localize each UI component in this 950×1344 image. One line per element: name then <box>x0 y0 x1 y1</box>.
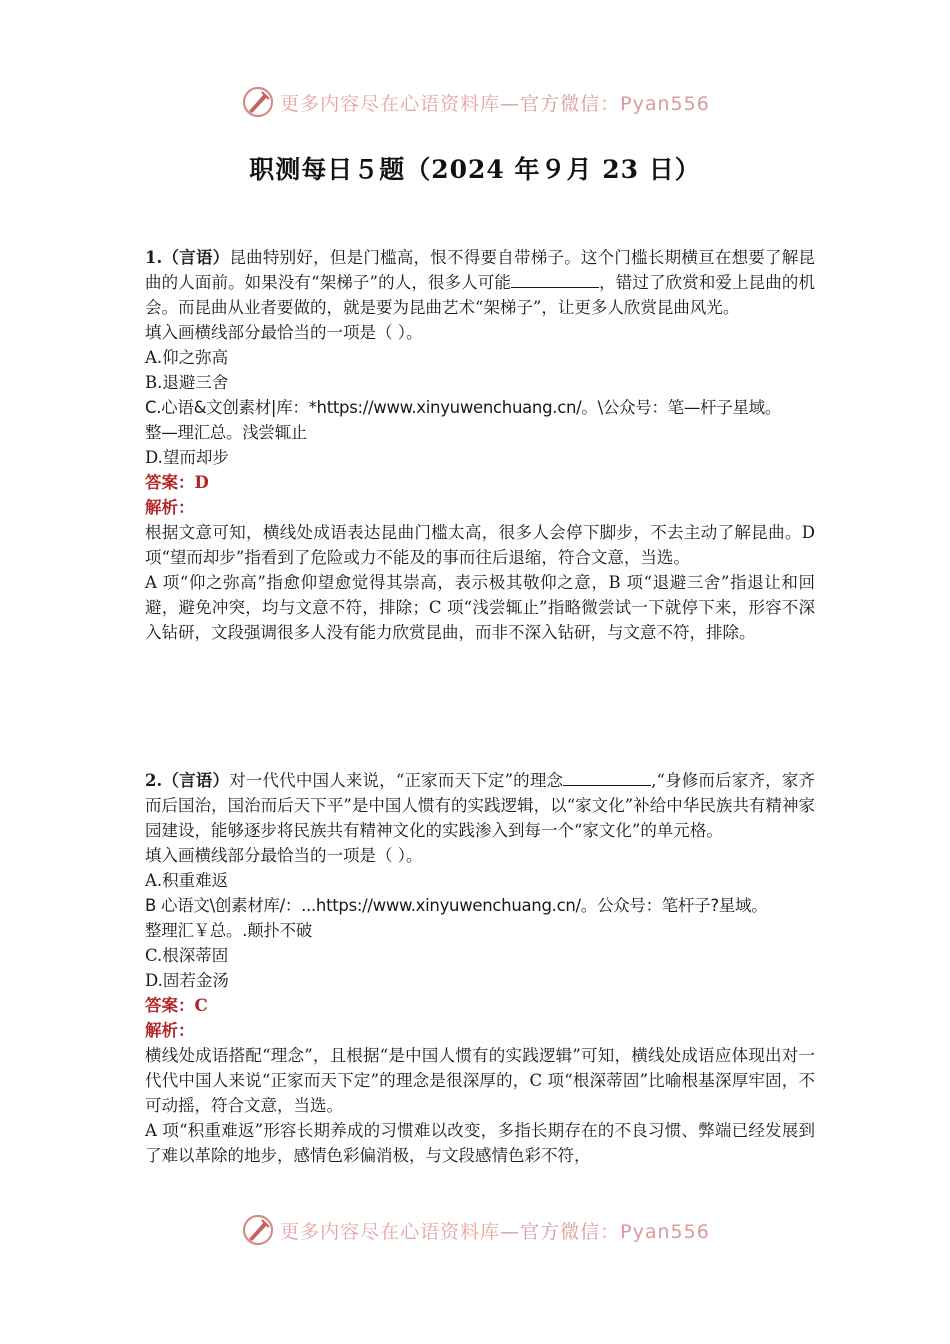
pen-nib-circle-icon <box>240 84 276 120</box>
analysis-paragraph-1: 横线处成语搭配“理念”，且根据“是中国人惯有的实践逻辑”可知，横线处成语应体现出对一代代中国人来说“正家而天下定”的理念是很深厚的，C 项“根深蒂固”比喻根基深厚牢固，不可动摇，符合文意，当选。 <box>145 1046 815 1115</box>
analysis-label: 解析： <box>145 1021 195 1040</box>
option-b: B.退避三舍 <box>145 373 229 392</box>
question-1 <box>145 245 815 645</box>
option-a: A.积重难返 <box>145 871 229 890</box>
option-a: A.仰之弥高 <box>145 348 229 367</box>
option-c: C.心语&文创素材|库：*https://www.xinyuwenchuang.cn/。\公众号：笔—杆子星域。 <box>145 398 782 417</box>
question-tag: （言语） <box>162 248 230 267</box>
question-tag: （言语） <box>162 771 230 790</box>
fill-blank <box>511 271 599 288</box>
analysis-paragraph-1: 根据文意可知，横线处成语表达昆曲门槛太高，很多人会停下脚步，不去主动了解昆曲。D 项“望而却步”指看到了危险或力不能及的事而往后退缩，符合文意，当选。 <box>145 523 815 567</box>
option-d: D.望而却步 <box>145 448 229 467</box>
question-number: 2. <box>145 771 163 790</box>
option-c-continued: 整—理汇总。浅尝辄止 <box>145 423 308 442</box>
option-d: D.固若金汤 <box>145 971 229 990</box>
pen-nib-circle-icon <box>240 1212 276 1248</box>
option-c: C.根深蒂固 <box>145 946 229 965</box>
answer-label: 答案：D <box>145 473 209 492</box>
analysis-label: 解析： <box>145 498 195 517</box>
analysis-paragraph-2: A 项“仰之弥高”指愈仰望愈觉得其崇高，表示极其敬仰之意，B 项“退避三舍”指退让和回避，避免冲突，均与文意不符，排除；C 项“浅尝辄止”指略微尝试一下就停下来，形容不深入钻研，文段强调很多人没有能力欣赏昆曲，而非不深入钻研，与文意不符，排除。 <box>145 573 815 642</box>
header-watermark-banner <box>0 82 950 122</box>
question-2 <box>145 768 815 1168</box>
option-b: B 心语文\创素材库/：...https://www.xinyuwenchuang.cn/。公众号：笔杆子?星域。 <box>145 896 768 915</box>
option-b-continued: 整理汇￥总。.颠扑不破 <box>145 921 312 940</box>
question-2-stem: 2.（言语）对一代代中国人来说，“正家而天下定”的理念 ,“身修而后家齐，家齐而后国治，国治而后天下平”是中国人惯有的实践逻辑，以“家文化”补给中华民族共有精神家园建设，能够逐步将民族共有精神文化的实践渗入到每一个“家文化”的单元格。 <box>145 771 815 840</box>
answer-label: 答案：C <box>145 996 208 1015</box>
question-1-stem: 1.（言语）昆曲特别好，但是门槛高，恨不得要自带梯子。这个门槛长期横亘在想要了解昆曲的人面前。如果没有“架梯子”的人，很多人可能 ，错过了欣赏和爱上昆曲的机会。而昆曲从业者要做的，就是要为昆曲艺术“架梯子”，让更多人欣赏昆曲风光。 <box>145 248 816 317</box>
question-number: 1. <box>145 248 163 267</box>
question-prompt: 填入画横线部分最恰当的一项是（ ）。 <box>145 846 423 865</box>
banner-text: 更多内容尽在心语资料库—官方微信：Pyan556 <box>280 1220 710 1243</box>
page-title: 职测每日５题（2024 年９月 23 日） <box>249 155 701 184</box>
banner-text: 更多内容尽在心语资料库—官方微信：Pyan556 <box>280 92 710 115</box>
footer-watermark-banner <box>0 1210 950 1250</box>
question-prompt: 填入画横线部分最恰当的一项是（ ）。 <box>145 323 423 342</box>
fill-blank <box>563 769 651 786</box>
analysis-paragraph-2: A 项“积重难返”形容长期养成的习惯难以改变，多指长期存在的不良习惯、弊端已经发展到了难以革除的地步，感情色彩偏消极，与文段感情色彩不符， <box>145 1121 815 1165</box>
